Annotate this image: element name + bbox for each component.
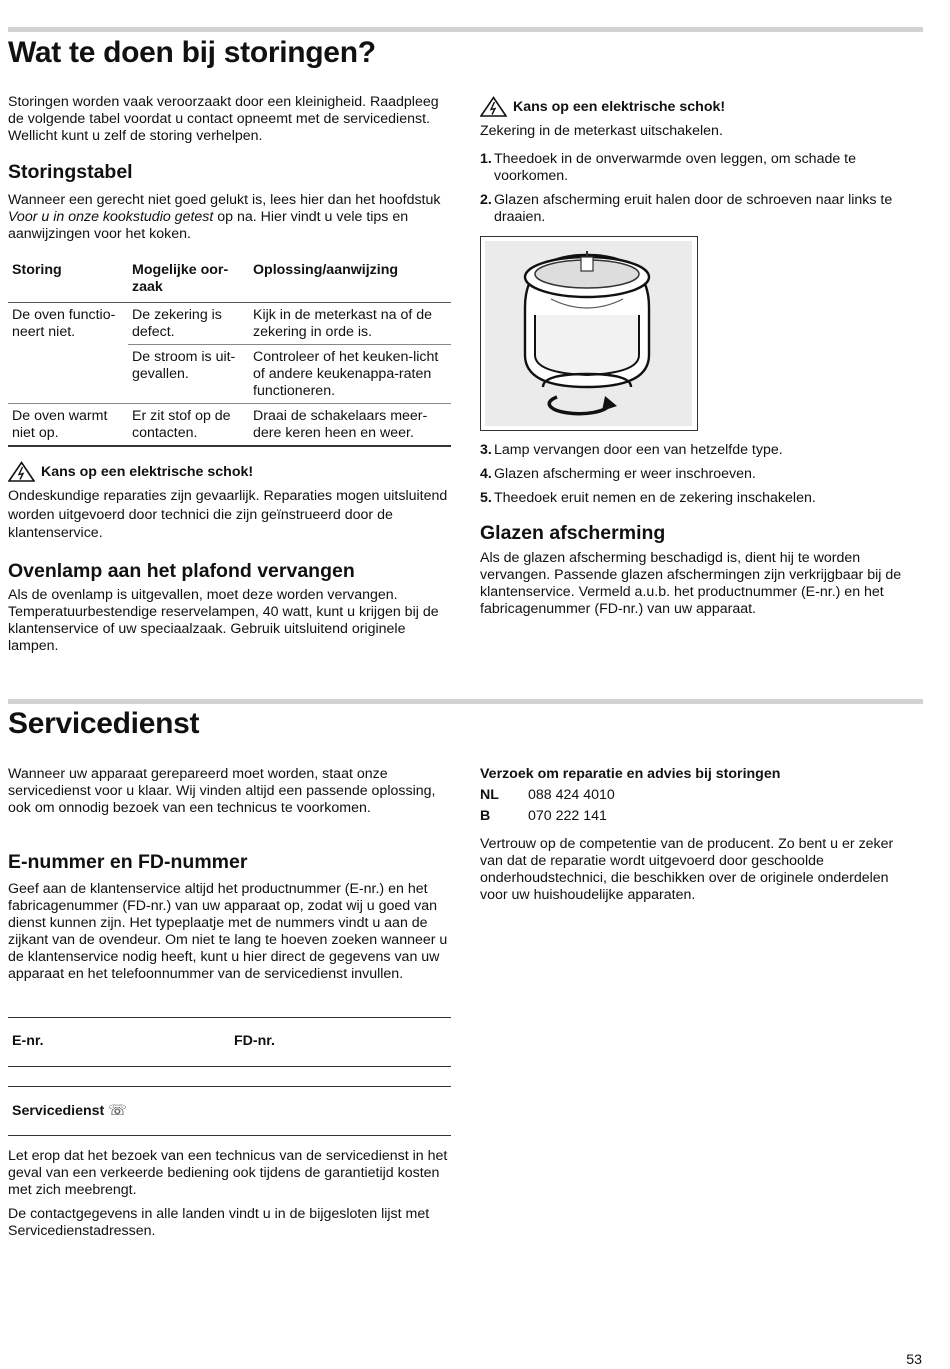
table-header: Storing [8,258,128,303]
form-line [8,1066,451,1067]
list-item: 1. Theedoek in de onverwarmde oven leggen, om schade te voorkomen. [480,151,857,184]
warning-triangle-icon [8,461,35,482]
table-cell: Kijk in de meterkast na of de zekering in orde is. [253,307,433,340]
list-item: 4. Glazen afscherming er weer inschroeven. [480,466,756,482]
page-title: Wat te doen bij storingen? [8,36,376,69]
enr-label: E-nr. [12,1033,44,1049]
lamp-illustration [480,236,698,431]
table-cell: Draai de schakelaars meer-dere keren heen en weer. [249,404,451,447]
warning-heading: Kans op een elektrische schok! [8,461,253,482]
steps-list [480,151,920,226]
table-cell: De stroom is uit-gevallen. [128,345,249,404]
table-row [8,345,451,404]
storingstabel-text: Wanneer een gerecht niet goed gelukt is, lees hier dan het hoofdstuk Voor u in onze kookstudio getest op na. Hier vindt u vele tips en aanwijzingen voor het koken. [8,192,441,242]
glazen-heading: Glazen afscherming [480,522,666,544]
note-text: De contactgegevens in alle landen vindt u in de bijgesloten lijst met Servicedienstadressen. [8,1206,430,1239]
table-cell [8,345,128,404]
ovenlamp-text: Als de ovenlamp is uitgevallen, moet deze worden vervangen. Temperatuurbestendige reservelampen, 40 watt, kunt u krijgen bij de klantenservice of uw speciaalzaak. Gebruik uitsluitend originele lampen. [8,587,439,654]
warning-triangle-icon [480,96,507,117]
fault-table [8,258,451,447]
storingstabel-heading: Storingstabel [8,161,133,183]
warning-heading: Kans op een elektrische schok! [480,96,725,117]
table-header-row [8,258,451,303]
list-item: 3. Lamp vervangen door een van hetzelfde type. [480,442,783,458]
form-line [8,1086,451,1087]
repair-text: Vertrouw op de competentie van de producent. Zo bent u er zeker van dat de reparatie wordt uitgevoerd door geschoolde onderhoudstechnici, die beschikken over de originele onderdelen voor uw huishoudelijke apparaten. [480,836,894,903]
contact-row: NL 088 424 4010 [480,787,615,803]
table-cell: Er zit stof op de contacten. [128,404,249,447]
list-item: 2. Glazen afscherming eruit halen door de schroeven naar links te draaien. [480,192,893,225]
section-title: Servicedienst [8,707,200,740]
service-label: Servicedienst ☏ [12,1102,127,1119]
ovenlamp-heading: Ovenlamp aan het plafond vervangen [8,560,355,582]
table-cell: Controleer of het keuken-licht of andere keukenappa-raten functioneren. [249,345,451,404]
contact-row: B 070 222 141 [480,808,607,824]
phone-icon: ☏ [108,1102,127,1119]
note-text: Let erop dat het bezoek van een technicus van de servicedienst in het geval van een verkeerde bediening ook tijdens de garantietijd kosten met zich meebrengt. [8,1148,448,1198]
table-cell: De oven functio-neert niet. [12,307,116,340]
table-row [8,303,451,345]
table-cell: De oven warmt niet op. [8,404,128,447]
section-divider [8,699,923,704]
table-cell: De zekering is defect. [132,307,222,340]
glazen-text: Als de glazen afscherming beschadigd is, dient hij te worden vervangen. Passende glazen afschermingen zijn verkrijgbaar bij de klantenservice. Vermeld a.u.b. het productnummer (E-nr.) en het fabricagenummer (FD-nr.) van uw apparaat. [480,550,902,617]
section-divider [8,27,923,32]
page-number: 53 [906,1352,922,1368]
enummer-heading: E-nummer en FD-nummer [8,851,248,873]
form-line [8,1135,451,1136]
list-item: 5. Theedoek eruit nemen en de zekering inschakelen. [480,490,816,506]
warning-text: Ondeskundige reparaties zijn gevaarlijk. Reparaties mogen uitsluitend worden uitgevoerd door technici die zijn geïnstrueerd door de klantenservice. [8,488,448,541]
table-header: Mogelijke oor-zaak [128,258,249,303]
form-line [8,1017,451,1018]
table-header: Oplossing/aanwijzing [249,258,451,303]
fdnr-label: FD-nr. [234,1033,275,1049]
intro-text: Storingen worden vaak veroorzaakt door een kleinigheid. Raadpleeg de volgende tabel voordat u contact opneemt met de servicedienst. Wellicht kunt u zelf de storing verhelpen. [8,94,439,144]
table-row [8,404,451,447]
service-intro: Wanneer uw apparaat gerepareerd moet worden, staat onze servicedienst voor u klaar. Wij vinden altijd een passende oplossing, ook om onnodig bezoek van een technicus te voorkomen. [8,766,436,816]
warning-text: Zekering in de meterkast uitschakelen. [480,123,723,139]
steps-list [480,442,920,507]
repair-heading: Verzoek om reparatie en advies bij storingen [480,766,781,782]
enummer-text: Geef aan de klantenservice altijd het productnummer (E-nr.) en het fabricagenummer (FD-nr.) van uw apparaat op, zodat wij u goed van dienst kunnen zijn. Het typeplaatje met de nummers vindt u aan de zijkant van de ovendeur. Om niet te lang te hoeven zoeken wanneer u de klantenservice nodig heeft, kunt u hier direct de gegevens van uw apparaat en het telefoonnummer van de servicedienst invullen. [8,881,448,982]
